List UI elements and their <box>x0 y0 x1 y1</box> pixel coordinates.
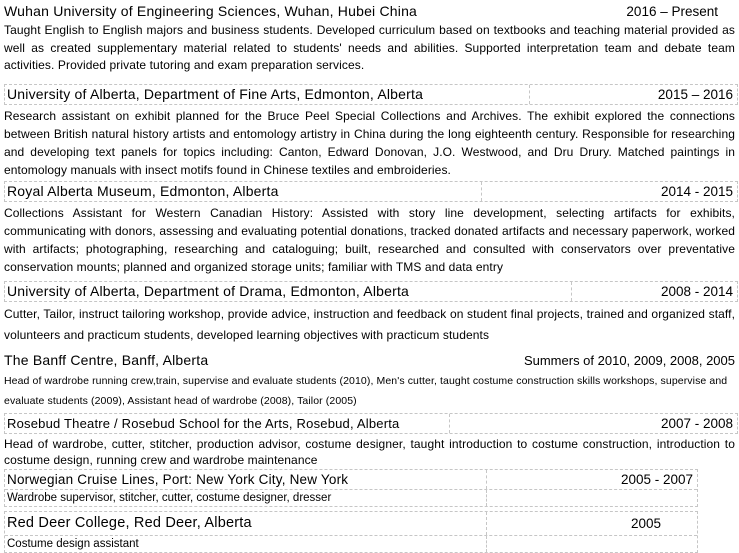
entry-title-cell <box>5 512 487 535</box>
experience-entry-rosebud-theatre <box>4 413 738 469</box>
entry-header <box>4 3 738 20</box>
entry-header <box>5 512 697 535</box>
entry-header <box>4 181 738 202</box>
entry-dates: 2008 - 2014 <box>660 283 733 299</box>
entry-title: The Banff Centre, Banff, Alberta <box>4 351 209 368</box>
entry-description: Head of wardrobe running crew,train, supervise and evaluate students (2010), Men's cutter, taught costume construction skills workshops, supervise and evaluate students (2009), Assistant head of wardrobe (2008), Tailor (2005) <box>4 374 728 407</box>
entry-title: Wuhan University of Engineering Sciences, Wuhan, Hubei China <box>4 3 418 19</box>
entry-dates: 2014 - 2015 <box>660 183 733 199</box>
entry-description: Head of wardrobe, cutter, stitcher, production advisor, costume designer, taught introduction to costume construction, introduction to costume design, running crew and wardrobe maintenance <box>4 436 735 468</box>
entry-dates: 2007 - 2008 <box>660 415 733 431</box>
entry-description: Costume design assistant <box>7 537 139 550</box>
entry-header <box>4 413 738 434</box>
experience-entry-uofa-fine-arts <box>4 84 738 179</box>
entry-header <box>5 470 697 489</box>
entry-header <box>4 84 738 105</box>
entry-description: Wardrobe supervisor, stitcher, cutter, costume designer, dresser <box>7 491 332 504</box>
entry-title: Royal Alberta Museum, Edmonton, Alberta <box>7 182 279 199</box>
experience-entry-norwegian-cruise-lines <box>4 469 698 507</box>
entry-description: Collections Assistant for Western Canadian History: Assisted with story line development, selecting artifacts for exhibits, communicating with donors, assessing and evaluating potential donations, tracked donated artifacts and necessary paperwork, worked with artifacts; photographing, researching and cataloguing; built, researched and consulted with conservators over preventative conservation mounts; planned and organized storage units; familiar with TMS and data entry <box>4 205 735 274</box>
entry-description: Taught English to English majors and business students. Developed curriculum based on textbooks and teaching material provided as well as created supplementary material related to students' needs and abilities. Supported interpretation team and debate team activities. Provided private tutoring and exam preparation services. <box>4 23 735 73</box>
entry-description: Cutter, Tailor, instruct tailoring workshop, provide advice, instruction and feedback on student final projects, trained and organized staff, volunteers and practicum students, developed learning objectives with practicum students <box>4 306 735 342</box>
entry-dates: 2005 - 2007 <box>620 471 693 487</box>
entry-title: University of Alberta, Department of Drama, Edmonton, Alberta <box>7 282 410 299</box>
entry-dates: 2015 – 2016 <box>657 86 733 102</box>
entry-header <box>4 352 738 369</box>
entry-description-cell <box>5 490 487 506</box>
entry-header <box>4 281 738 302</box>
entry-body-row <box>5 535 697 552</box>
entry-dates: 2005 <box>630 515 661 531</box>
entry-title: University of Alberta, Department of Fine Arts, Edmonton, Alberta <box>7 85 424 102</box>
entry-title: Norwegian Cruise Lines, Port: New York City, New York <box>7 471 349 487</box>
experience-entry-uofa-drama <box>4 281 738 346</box>
entry-title: Red Deer College, Red Deer, Alberta <box>7 515 252 532</box>
entry-body-row <box>5 489 697 506</box>
experience-entry-red-deer-college <box>4 511 698 553</box>
entry-description: Research assistant on exhibit planned for the Bruce Peel Special Collections and Archives. The exhibit explored the connections between British natural history artists and entomology artistry in China during the long eighteenth century. Responsible for researching and developing text panels for topics including: Canton, Edward Donovan, J.O. Westwood, and Dru Drury. Matched paintings in entomology manuals with insect motifs found in Chinese textiles and embroideries. <box>4 108 735 177</box>
empty-cell <box>487 536 697 552</box>
entry-title-cell <box>5 282 572 301</box>
entry-title-cell <box>5 470 487 489</box>
entry-description-cell <box>5 536 487 552</box>
empty-cell <box>487 490 697 506</box>
experience-entry-royal-alberta-museum <box>4 181 738 276</box>
entry-dates: 2016 – Present <box>626 4 718 19</box>
experience-entry-banff-centre <box>4 352 738 411</box>
entry-title: Rosebud Theatre / Rosebud School for the Arts, Rosebud, Alberta <box>7 415 400 431</box>
entry-title-cell <box>5 85 530 104</box>
entry-title-cell <box>5 182 482 201</box>
experience-entry-wuhan-university <box>4 3 738 75</box>
entry-title-cell <box>5 414 450 433</box>
entry-dates: Summers of 2010, 2009, 2008, 2005 <box>523 352 735 368</box>
